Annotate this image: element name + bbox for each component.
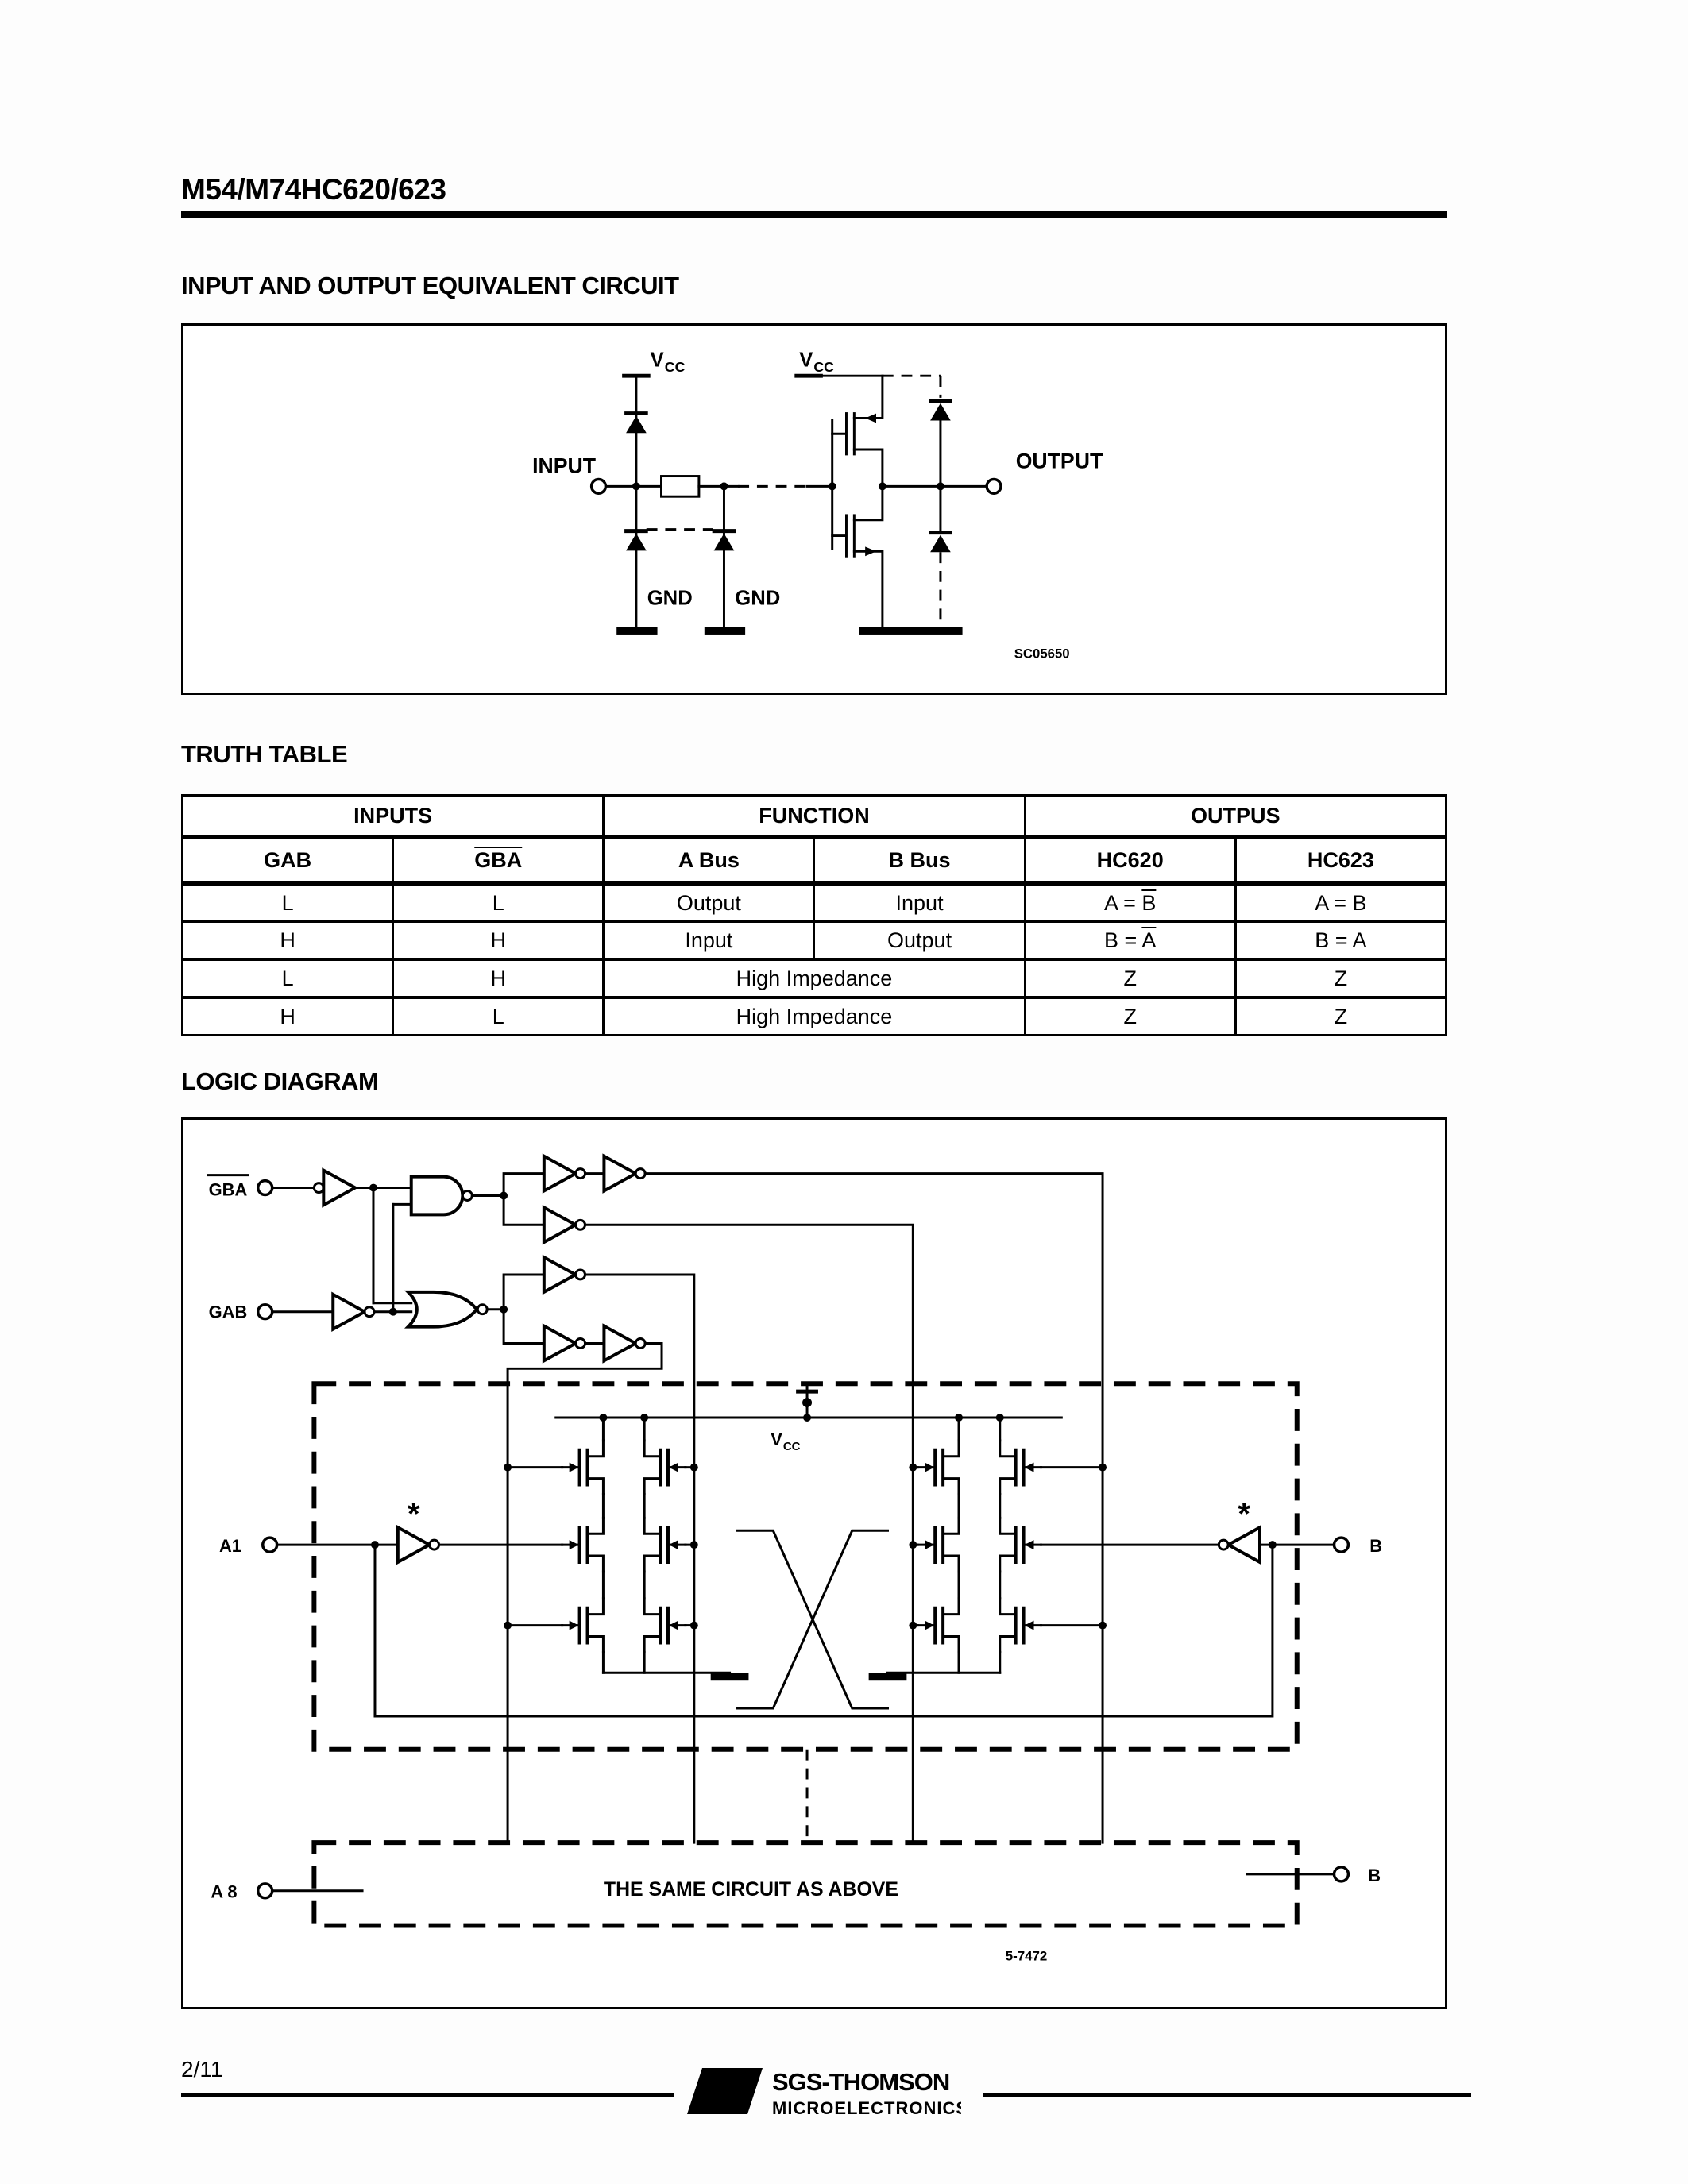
same-circuit-note: THE SAME CIRCUIT AS ABOVE	[603, 1877, 898, 1900]
figure-code-5-7472: 5-7472	[1005, 1948, 1048, 1964]
col-header-b-bus: B Bus	[814, 837, 1025, 883]
st-logo-icon	[683, 2063, 961, 2127]
b-terminal-bottom-label: B	[1368, 1865, 1381, 1885]
svg-text:OUTPUT: OUTPUT	[1015, 449, 1103, 473]
table-row: H H Input Output $B = \overline{A}$ B = A	[183, 922, 1447, 960]
sgs-thomson-logo	[683, 2063, 961, 2131]
svg-text:VCC: $V_{CC}$	[799, 349, 834, 376]
table-row: L H High Impedance Z Z	[183, 959, 1447, 997]
footer-rule-right	[983, 2093, 1471, 2097]
gnd-label-right: GND	[735, 587, 781, 610]
transceiver-cell	[219, 1383, 1382, 1750]
truth-table	[181, 794, 1447, 1036]
brand-subtitle: MICROELECTRONICS	[772, 2098, 961, 2118]
vcc-label: $V_{CC}$	[771, 1429, 801, 1453]
section-heading-equivalent-circuit: INPUT AND OUTPUT EQUIVALENT CIRCUIT	[181, 272, 679, 299]
brand-name: SGS-THOMSON	[772, 2068, 950, 2096]
section-heading-logic-diagram: LOGIC DIAGRAM	[181, 1067, 379, 1095]
col-header-gab: GAB	[183, 837, 393, 883]
col-header-hc620: HC620	[1025, 837, 1235, 883]
figure-code-sc05650: SC05650	[1014, 646, 1070, 662]
crossover-wires	[738, 1530, 888, 1708]
section-heading-truth-table: TRUTH TABLE	[181, 740, 348, 768]
mosfet-array-left	[562, 1418, 749, 1680]
col-header-hc623: HC623	[1235, 837, 1446, 883]
vcc-labels	[651, 349, 941, 376]
asterisk-left: *	[407, 1496, 420, 1532]
gnd-label-left: GND	[647, 587, 693, 610]
title-rule	[181, 211, 1447, 218]
a1-terminal-label: A1	[218, 1536, 241, 1557]
asterisk-right: *	[1238, 1496, 1250, 1532]
gba-input-label: GBA	[208, 1179, 248, 1200]
lower-byte-block	[211, 1750, 1381, 1926]
st-logo-letters: S7	[703, 2073, 754, 2114]
logic-diagram-figure	[181, 1117, 1447, 2009]
svg-text:VCC: $V_{CC}$	[650, 349, 686, 376]
group-header-outputs: OUTPUS	[1025, 796, 1446, 838]
equivalent-circuit-figure	[181, 323, 1447, 695]
col-header-gba: $\overline{GBA}$	[393, 837, 604, 883]
output-terminal-group	[883, 450, 1103, 494]
svg-text:INPUT: INPUT	[532, 453, 597, 478]
mosfet-array-right	[869, 1418, 1041, 1680]
gab-input-label: GAB	[208, 1302, 248, 1322]
page-title: M54/M74HC620/623	[181, 173, 446, 206]
b-terminal-top-label: B	[1369, 1536, 1383, 1557]
page-number: 2/11	[181, 2057, 223, 2082]
equivalent-circuit-svg	[183, 326, 1445, 693]
logic-diagram-svg	[183, 1120, 1445, 2007]
enable-gate-network	[208, 1156, 1103, 1843]
group-header-inputs: INPUTS	[183, 796, 604, 838]
group-header-function: FUNCTION	[604, 796, 1025, 838]
footer-rule-left	[181, 2093, 674, 2097]
table-row: H L High Impedance Z Z	[183, 997, 1447, 1036]
output-protection-diodes	[929, 376, 952, 627]
input-terminal-group	[532, 454, 832, 497]
table-row: L L Output Input $A = \overline{B}$ A = B	[183, 883, 1447, 922]
col-header-a-bus: A Bus	[604, 837, 814, 883]
a8-terminal-label: A 8	[211, 1881, 238, 1902]
